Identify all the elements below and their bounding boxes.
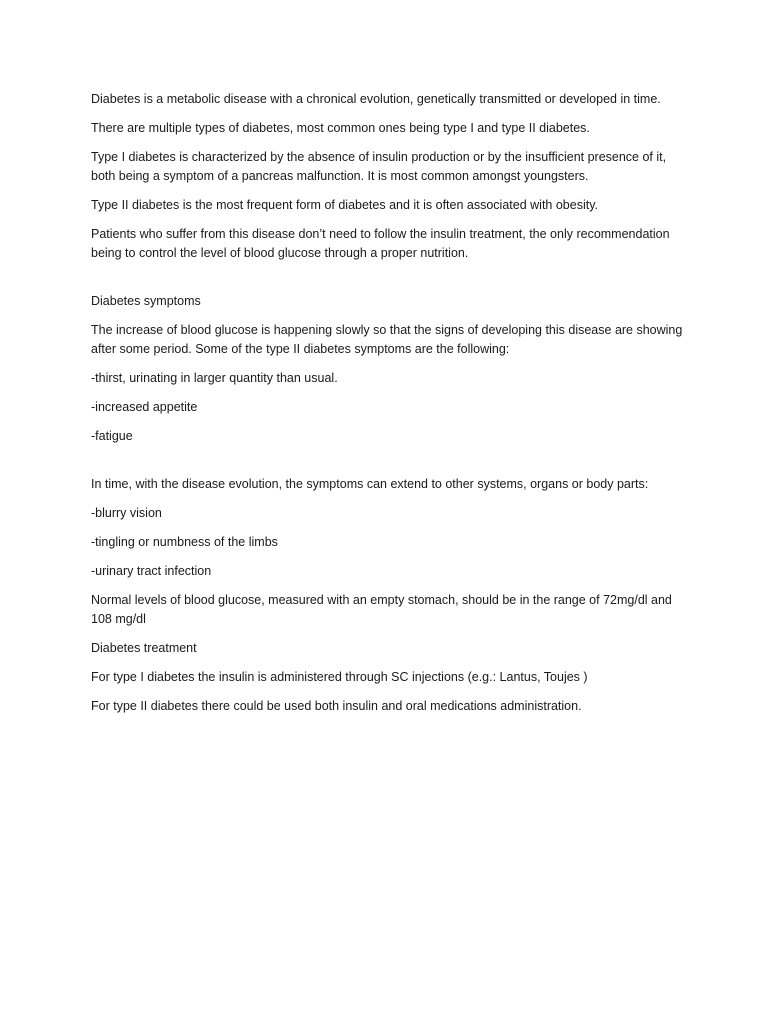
list-item-fatigue: -fatigue: [91, 429, 133, 443]
paragraph-treatment-type-one: For type I diabetes the insulin is administered through SC injections (e.g.: Lantus, Toujes ): [91, 670, 588, 684]
paragraph-symptoms-intro: The increase of blood glucose is happening slowly so that the signs of developing this disease are showing after some period. Some of the type II diabetes symptoms are the following:: [91, 323, 683, 356]
paragraph-type-two: Type II diabetes is the most frequent form of diabetes and it is often associated with obesity.: [91, 198, 598, 212]
section-heading-symptoms: Diabetes symptoms: [91, 294, 201, 308]
paragraph-intro: Diabetes is a metabolic disease with a chronical evolution, genetically transmitted or developed in time.: [91, 92, 661, 106]
paragraph-glucose-levels: Normal levels of blood glucose, measured with an empty stomach, should be in the range of 72mg/dl and 108 mg/dl: [91, 593, 672, 626]
list-item-thirst: -thirst, urinating in larger quantity than usual.: [91, 371, 338, 385]
section-heading-treatment: Diabetes treatment: [91, 641, 197, 655]
list-item-vision: -blurry vision: [91, 506, 162, 520]
paragraph-patients: Patients who suffer from this disease don’t need to follow the insulin treatment, the only recommendation being to control the level of blood glucose through a proper nutrition.: [91, 227, 670, 260]
section-spacer: [91, 456, 691, 475]
paragraph-treatment-type-two: For type II diabetes there could be used both insulin and oral medications administration.: [91, 699, 582, 713]
list-item-appetite: -increased appetite: [91, 400, 198, 414]
section-spacer: [91, 273, 691, 292]
paragraph-type-one: Type I diabetes is characterized by the absence of insulin production or by the insufficient presence of it, both being a symptom of a pancreas malfunction. It is most common amongst youngsters.: [91, 150, 667, 183]
paragraph-evolution: In time, with the disease evolution, the symptoms can extend to other systems, organs or body parts:: [91, 477, 649, 491]
list-item-infection: -urinary tract infection: [91, 564, 212, 578]
paragraph-types: There are multiple types of diabetes, most common ones being type I and type II diabetes.: [91, 121, 590, 135]
list-item-tingling: -tingling or numbness of the limbs: [91, 535, 278, 549]
document-body: [91, 90, 691, 726]
